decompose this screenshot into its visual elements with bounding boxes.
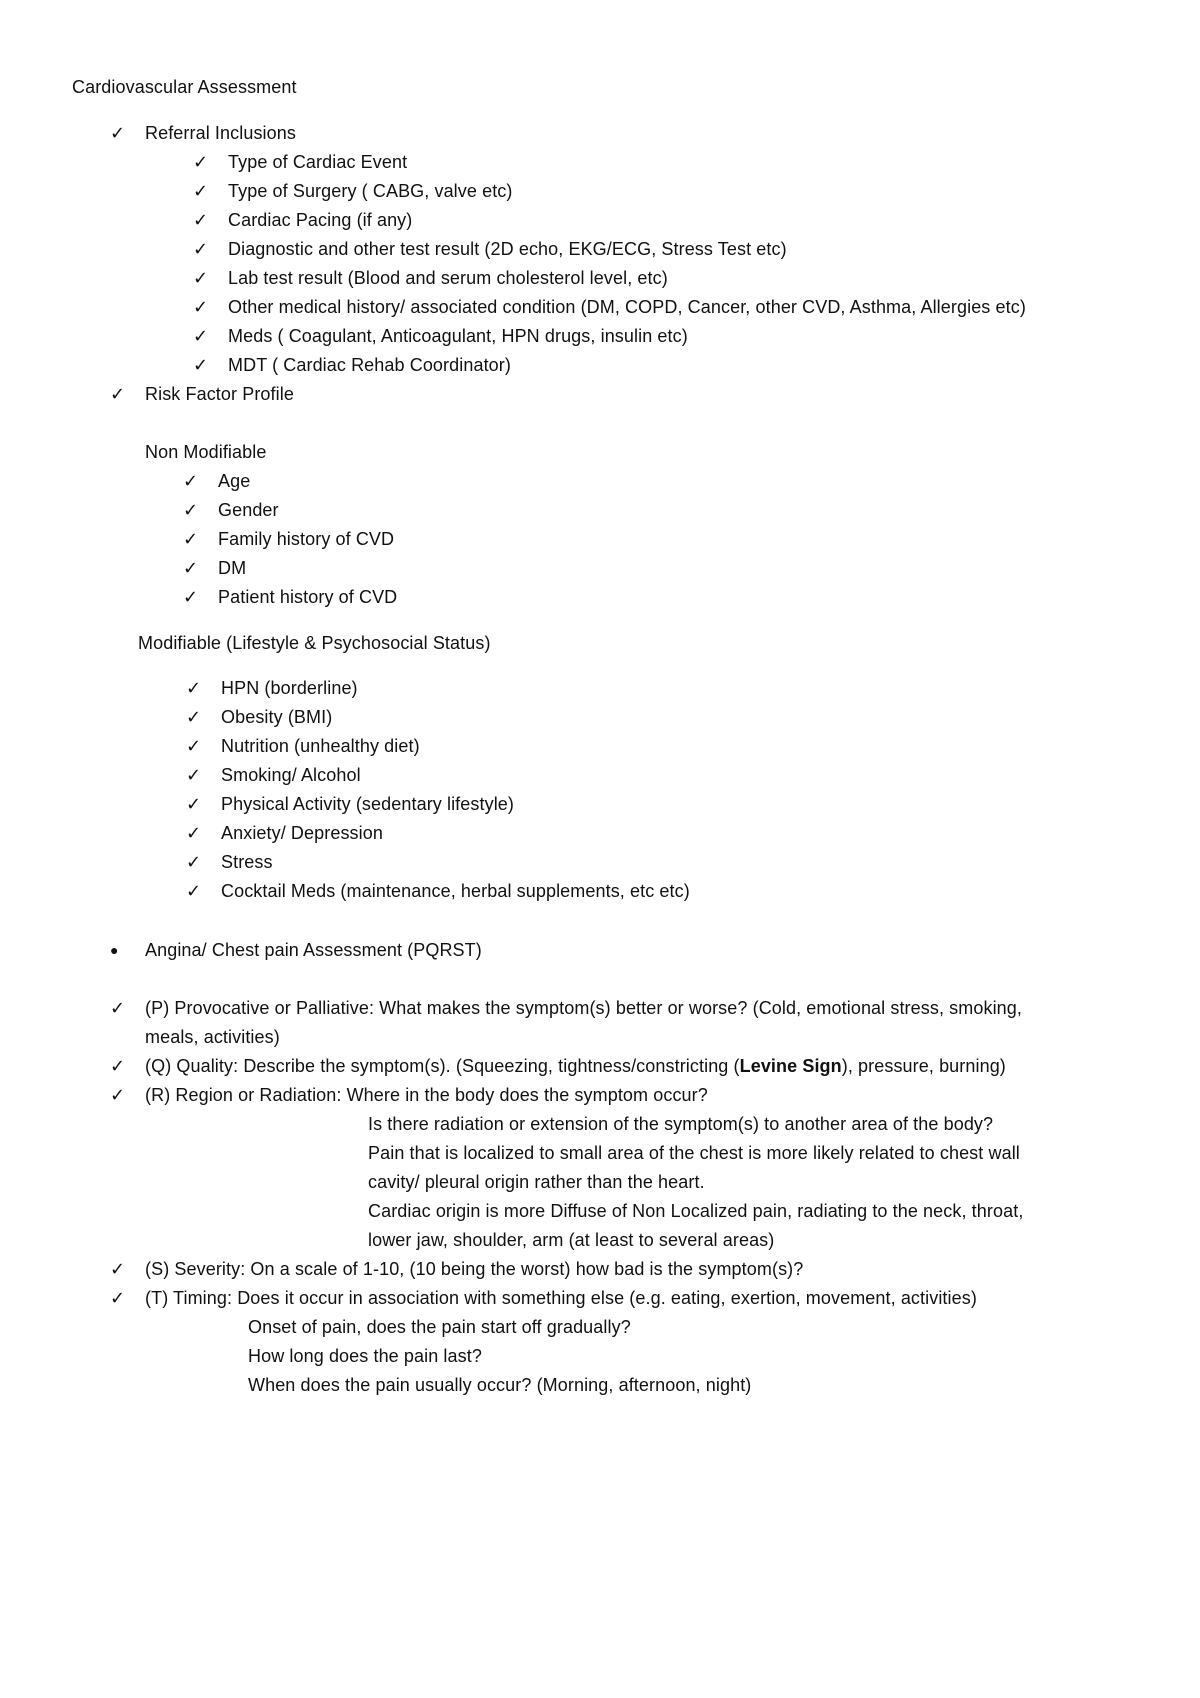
- document-title: Cardiovascular Assessment: [72, 77, 297, 97]
- check-icon: ✓: [193, 239, 209, 259]
- check-icon: ✓: [186, 794, 202, 814]
- modifiable-item: HPN (borderline): [221, 678, 358, 698]
- check-icon: ✓: [186, 707, 202, 727]
- modifiable-item: Smoking/ Alcohol: [221, 765, 361, 785]
- check-icon: ✓: [186, 852, 202, 872]
- check-icon: ✓: [186, 823, 202, 843]
- bullet-icon: ●: [110, 942, 119, 958]
- check-icon: ✓: [110, 1085, 126, 1105]
- pqrst-p-line1: (P) Provocative or Palliative: What makes the symptom(s) better or worse? (Cold, emotional stress, smoking,: [145, 998, 1022, 1018]
- check-icon: ✓: [183, 529, 199, 549]
- referral-item: Type of Surgery ( CABG, valve etc): [228, 181, 513, 201]
- check-icon: ✓: [110, 1056, 126, 1076]
- pqrst-t-sub: When does the pain usually occur? (Morning, afternoon, night): [248, 1375, 752, 1395]
- check-icon: ✓: [110, 1259, 126, 1279]
- non-modifiable-item: Age: [218, 471, 251, 491]
- check-icon: ✓: [193, 210, 209, 230]
- modifiable-heading: Modifiable (Lifestyle & Psychosocial Status): [138, 633, 491, 653]
- pqrst-s-line: (S) Severity: On a scale of 1-10, (10 being the worst) how bad is the symptom(s)?: [145, 1259, 804, 1279]
- modifiable-item: Cocktail Meds (maintenance, herbal supplements, etc etc): [221, 881, 690, 901]
- pqrst-r-line1: (R) Region or Radiation: Where in the body does the symptom occur?: [145, 1085, 708, 1105]
- check-icon: ✓: [110, 384, 126, 404]
- pqrst-q-text-after: ), pressure, burning): [841, 1056, 1006, 1076]
- check-icon: ✓: [110, 1288, 126, 1308]
- non-modifiable-heading: Non Modifiable: [145, 442, 267, 462]
- pqrst-r-sub: lower jaw, shoulder, arm (at least to several areas): [368, 1230, 775, 1250]
- check-icon: ✓: [186, 765, 202, 785]
- referral-item: Other medical history/ associated condition (DM, COPD, Cancer, other CVD, Asthma, Allergies etc): [228, 297, 1026, 317]
- referral-item: Type of Cardiac Event: [228, 152, 408, 172]
- check-icon: ✓: [186, 678, 202, 698]
- non-modifiable-item: Gender: [218, 500, 279, 520]
- check-icon: ✓: [183, 587, 199, 607]
- modifiable-item: Stress: [221, 852, 273, 872]
- modifiable-item: Physical Activity (sedentary lifestyle): [221, 794, 514, 814]
- referral-item: Cardiac Pacing (if any): [228, 210, 413, 230]
- check-icon: ✓: [183, 558, 199, 578]
- check-icon: ✓: [183, 471, 199, 491]
- check-icon: ✓: [193, 355, 209, 375]
- check-icon: ✓: [193, 152, 209, 172]
- pqrst-t-line1: (T) Timing: Does it occur in association with something else (e.g. eating, exertion, movement, activities): [145, 1288, 977, 1308]
- referral-item: MDT ( Cardiac Rehab Coordinator): [228, 355, 511, 375]
- check-icon: ✓: [193, 268, 209, 288]
- modifiable-item: Anxiety/ Depression: [221, 823, 383, 843]
- pqrst-r-sub: Pain that is localized to small area of the chest is more likely related to chest wall: [368, 1143, 1020, 1163]
- non-modifiable-item: DM: [218, 558, 247, 578]
- pqrst-r-sub: cavity/ pleural origin rather than the heart.: [368, 1172, 705, 1192]
- pqrst-r-sub: Is there radiation or extension of the symptom(s) to another area of the body?: [368, 1114, 994, 1134]
- referral-item: Diagnostic and other test result (2D echo, EKG/ECG, Stress Test etc): [228, 239, 787, 259]
- angina-heading: Angina/ Chest pain Assessment (PQRST): [145, 940, 482, 960]
- check-icon: ✓: [186, 881, 202, 901]
- non-modifiable-item: Family history of CVD: [218, 529, 395, 549]
- risk-heading: Risk Factor Profile: [145, 384, 294, 404]
- pqrst-r-sub: Cardiac origin is more Diffuse of Non Localized pain, radiating to the neck, throat,: [368, 1201, 1024, 1221]
- modifiable-item: Nutrition (unhealthy diet): [221, 736, 420, 756]
- modifiable-item: Obesity (BMI): [221, 707, 333, 727]
- check-icon: ✓: [110, 123, 126, 143]
- referral-item: Meds ( Coagulant, Anticoagulant, HPN drugs, insulin etc): [228, 326, 688, 346]
- check-icon: ✓: [186, 736, 202, 756]
- pqrst-q-line: [145, 1055, 1006, 1077]
- referral-heading: Referral Inclusions: [145, 123, 296, 143]
- check-icon: ✓: [110, 998, 126, 1018]
- check-icon: ✓: [183, 500, 199, 520]
- check-icon: ✓: [193, 326, 209, 346]
- check-icon: ✓: [193, 297, 209, 317]
- non-modifiable-item: Patient history of CVD: [218, 587, 398, 607]
- check-icon: ✓: [193, 181, 209, 201]
- levine-sign-text: Levine Sign: [739, 1056, 842, 1076]
- referral-item: Lab test result (Blood and serum cholesterol level, etc): [228, 268, 668, 288]
- pqrst-q-text-before: (Q) Quality: Describe the symptom(s). (Squeezing, tightness/constricting (: [145, 1056, 740, 1076]
- pqrst-p-line2: meals, activities): [145, 1027, 280, 1047]
- pqrst-t-sub: How long does the pain last?: [248, 1346, 482, 1366]
- pqrst-t-sub: Onset of pain, does the pain start off gradually?: [248, 1317, 631, 1337]
